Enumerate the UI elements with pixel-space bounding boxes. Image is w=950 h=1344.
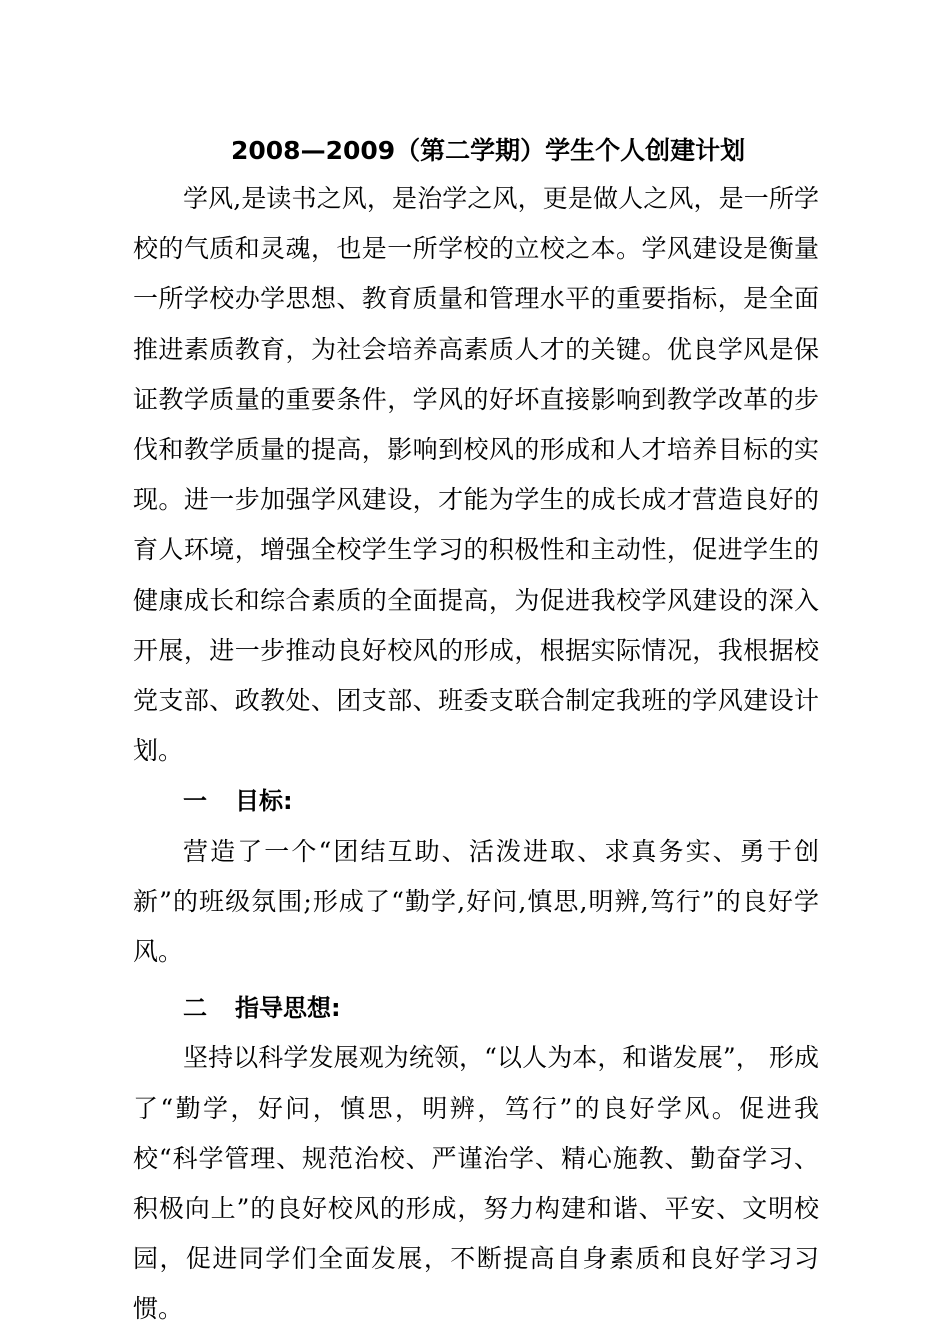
section-paragraph-goals: 营造了一个“团结互助、活泼进取、求真务实、勇于创新”的班级氛围;形成了“勤学,好问,慎思,明辨,笃行”的良好学风。 <box>133 836 819 967</box>
section-heading-goals <box>133 776 819 826</box>
section-number: 二 <box>183 994 207 1023</box>
document-title: 2008—2009（第二学期）学生个人创建计划 <box>231 136 746 165</box>
intro-paragraph: 学风,是读书之风，是治学之风，更是做人之风，是一所学校的气质和灵魂，也是一所学校的立校之本。学风建设是衡量一所学校办学思想、教育质量和管理水平的重要指标，是全面推进素质教育，为社会培养高素质人才的关键。优良学风是保证教学质量的重要条件，学风的好坏直接影响到教学改革的步伐和教学质量的提高，影响到校风的形成和人才培养目标的实现。进一步加强学风建设，才能为学生的成长成才营造良好的育人环境，增强全校学生学习的积极性和主动性，促进学生的健康成长和综合素质的全面提高，为促进我校学风建设的深入开展，进一步推动良好校风的形成，根据实际情况，我根据校党支部、政教处、团支部、班委支联合制定我班的学风建设计划。 <box>133 184 819 766</box>
section-paragraph-guiding-thought: 坚持以科学发展观为统领，“以人为本，和谐发展”， 形成了“勤学，好问，慎思，明辨，笃行”的良好学风。促进我校“科学管理、规范治校、严谨治学、精心施教、勤奋学习、积极向上”的良好校风的形成，努力构建和谐、平安、文明校园，促进同学们全面发展，不断提高自身素质和良好学习习惯。 <box>133 1043 819 1324</box>
document-body <box>133 128 819 1335</box>
section-heading-guiding-thought <box>133 983 819 1033</box>
section-title: 指导思想: <box>235 994 341 1023</box>
section-number: 一 <box>183 787 207 816</box>
section-title: 目标: <box>235 787 293 816</box>
